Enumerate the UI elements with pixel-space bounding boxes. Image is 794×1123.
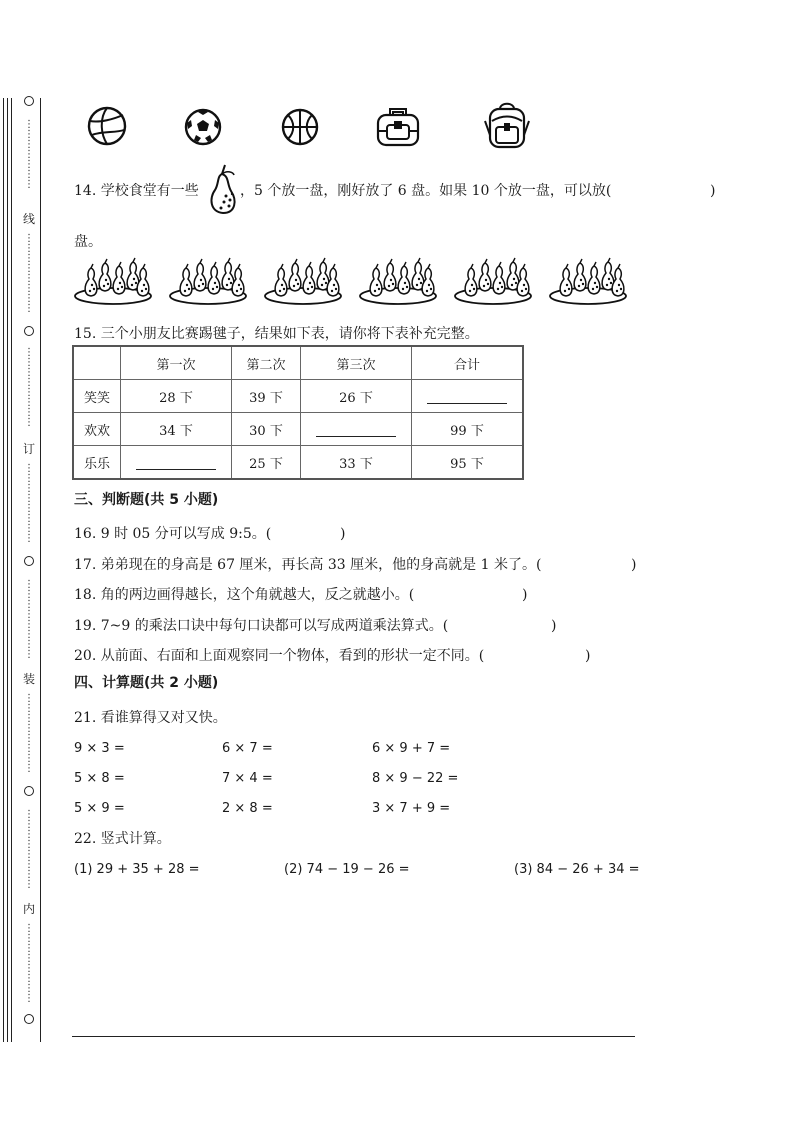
table-header-cell <box>73 346 121 380</box>
vertical-calc-item: (1) 29 + 35 + 28 = <box>74 862 200 877</box>
q18-text: 18. 角的两边画得越长，这个角就越大，反之就越小。( <box>74 587 415 603</box>
pear-icon <box>465 264 477 296</box>
answer-blank[interactable] <box>136 455 216 470</box>
table-row <box>73 413 523 446</box>
answer-blank-cell[interactable] <box>301 413 412 446</box>
q17-text: 17. 弟弟现在的身高是 67 厘米，再长高 33 厘米，他的身高就是 1 米了。( <box>74 557 542 573</box>
calc-item: 6 × 9 + 7 = <box>372 741 451 756</box>
binding-dots: ⋮ ⋮ ⋮ ⋮ ⋮ ⋮ ⋮ ⋮ <box>24 809 34 890</box>
pear-plate <box>547 253 629 307</box>
backpack-icon <box>373 103 423 149</box>
table-header-cell: 第一次 <box>121 346 232 380</box>
binding-circle <box>24 786 34 796</box>
item-icons-row <box>86 103 546 153</box>
binding-dots: ⋮ ⋮ ⋮ ⋮ ⋮ ⋮ ⋮ ⋮ <box>24 347 34 428</box>
table-header-cell: 第三次 <box>301 346 412 380</box>
score-cell: 34 下 <box>121 413 232 446</box>
score-table <box>72 345 524 480</box>
pear-icon <box>99 259 111 291</box>
q21-text: 21. 看谁算得又对又快。 <box>74 710 227 726</box>
player-name: 欢欢 <box>73 413 121 446</box>
answer-blank-cell[interactable] <box>412 380 524 413</box>
binding-dots: ⋮ ⋮ ⋮ ⋮ ⋮ ⋮ ⋮ ⋮ <box>24 233 34 314</box>
score-cell: 33 下 <box>301 446 412 480</box>
vertical-calc-item: (2) 74 − 19 − 26 = <box>284 862 410 877</box>
pear-icon <box>275 264 287 296</box>
pear-plate <box>357 253 439 307</box>
backpack-icon <box>482 101 532 151</box>
table-row <box>73 380 523 413</box>
score-cell: 99 下 <box>412 413 524 446</box>
q22-text: 22. 竖式计算。 <box>74 831 171 847</box>
pear-icon <box>113 262 125 294</box>
q14-text-b: ，5 个放一盘，刚好放了 6 盘。如果 10 个放一盘，可以放( <box>240 183 612 199</box>
binding-dots: ⋮ ⋮ ⋮ ⋮ ⋮ ⋮ ⋮ ⋮ <box>24 463 34 544</box>
table-header-row <box>73 346 523 380</box>
volleyball-icon <box>86 105 128 147</box>
answer-blank[interactable] <box>427 389 507 404</box>
binding-circle <box>24 96 34 106</box>
pear-icon <box>370 264 382 296</box>
binding-circle <box>24 1014 34 1024</box>
pear-icon <box>208 262 220 294</box>
calc-item: 5 × 9 = <box>74 801 125 816</box>
vertical-calc-item: (3) 84 − 26 + 34 = <box>514 862 640 877</box>
score-cell: 26 下 <box>301 380 412 413</box>
q14-answer-close: ) <box>710 183 716 199</box>
binding-dots: ⋮ ⋮ ⋮ ⋮ ⋮ ⋮ ⋮ <box>24 119 34 190</box>
pear-icon <box>384 259 396 291</box>
table-row <box>73 446 523 480</box>
pear-icon <box>479 259 491 291</box>
player-name: 乐乐 <box>73 446 121 480</box>
pear-plate <box>167 253 249 307</box>
binding-circle <box>24 326 34 336</box>
table-header-cell: 合计 <box>412 346 524 380</box>
pear-icon <box>85 264 97 296</box>
q17-answer-close: ) <box>631 557 637 573</box>
pear-icon <box>194 259 206 291</box>
pear-icon <box>574 259 586 291</box>
calc-item: 8 × 9 − 22 = <box>372 771 459 786</box>
player-name: 笑笑 <box>73 380 121 413</box>
binding-circle <box>24 556 34 566</box>
score-cell: 95 下 <box>412 446 524 480</box>
pear-icon <box>588 262 600 294</box>
pear-plate <box>262 253 344 307</box>
q15-text: 15. 三个小朋友比赛踢毽子，结果如下表，请你将下表补充完整。 <box>74 326 479 342</box>
calc-item: 5 × 8 = <box>74 771 125 786</box>
pear-icon <box>560 264 572 296</box>
q19-answer-close: ) <box>551 618 557 634</box>
q16-text: 16. 9 时 05 分可以写成 9:5。( <box>74 526 272 542</box>
calc-item: 6 × 7 = <box>222 741 273 756</box>
section-3-title: 三、判断题(共 5 小题) <box>74 492 219 508</box>
answer-blank-cell[interactable] <box>121 446 232 480</box>
score-cell: 39 下 <box>232 380 301 413</box>
pear-icon <box>303 262 315 294</box>
pear-icon <box>289 259 301 291</box>
margin-label-xian: 线 <box>22 212 35 226</box>
q20-text: 20. 从前面、右面和上面观察同一个物体，看到的形状一定不同。( <box>74 648 485 664</box>
score-cell: 28 下 <box>121 380 232 413</box>
pear-plate <box>452 253 534 307</box>
q20-answer-close: ) <box>585 648 591 664</box>
score-cell: 25 下 <box>232 446 301 480</box>
basketball-icon <box>280 107 320 147</box>
calc-item: 2 × 8 = <box>222 801 273 816</box>
margin-label-zhuang: 装 <box>22 672 35 686</box>
binding-dots: ⋮ ⋮ ⋮ ⋮ ⋮ ⋮ ⋮ ⋮ <box>24 579 34 660</box>
margin-label-ding: 订 <box>22 442 35 456</box>
q16-answer-close: ) <box>340 526 346 542</box>
pear-icon <box>180 264 192 296</box>
answer-blank[interactable] <box>316 422 396 437</box>
table-header-cell: 第二次 <box>232 346 301 380</box>
pear-icon <box>493 262 505 294</box>
q18-answer-close: ) <box>522 587 528 603</box>
section-4-title: 四、计算题(共 2 小题) <box>74 675 219 691</box>
binding-dots: ⋮ ⋮ ⋮ ⋮ ⋮ ⋮ ⋮ ⋮ <box>24 693 34 774</box>
calc-item: 9 × 3 = <box>74 741 125 756</box>
soccer-ball-icon <box>183 107 223 147</box>
calc-item: 7 × 4 = <box>222 771 273 786</box>
q19-text: 19. 7~9 的乘法口诀中每句口诀都可以写成两道乘法算式。( <box>74 618 449 634</box>
q14-text-a: 14. 学校食堂有一些 <box>74 183 199 199</box>
pear-icon <box>207 162 239 216</box>
margin-label-nei: 内 <box>22 902 35 916</box>
score-cell: 30 下 <box>232 413 301 446</box>
pear-icon <box>398 262 410 294</box>
binding-dots: ⋮ ⋮ ⋮ ⋮ ⋮ ⋮ ⋮ ⋮ <box>24 923 34 1004</box>
pear-plate <box>72 253 154 307</box>
q14-text-c: 盘。 <box>74 234 102 250</box>
footer-rule <box>72 1036 635 1037</box>
calc-item: 3 × 7 + 9 = <box>372 801 451 816</box>
